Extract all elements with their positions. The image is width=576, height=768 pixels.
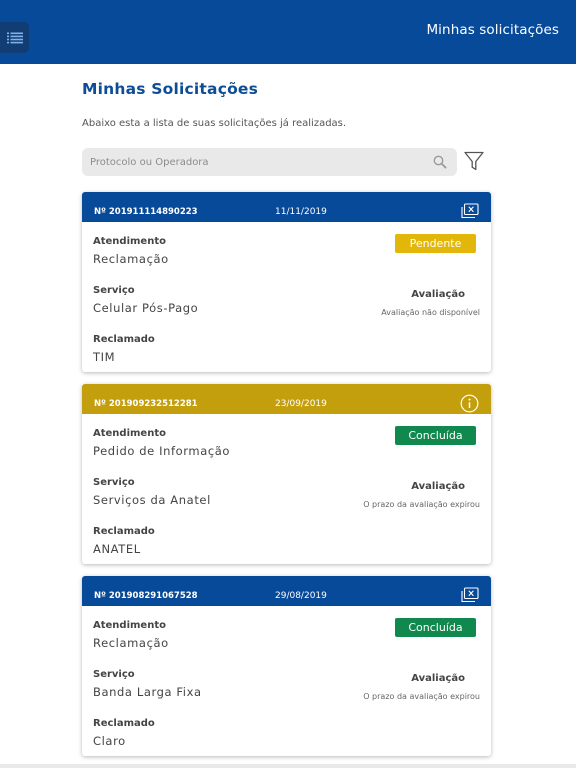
request-card[interactable] <box>82 192 491 372</box>
list-menu-icon <box>7 32 23 44</box>
search-bar <box>82 148 457 176</box>
value-atendimento: Pedido de Informação <box>93 444 231 458</box>
app-title: Minhas solicitações <box>426 22 559 38</box>
label-reclamado: Reclamado <box>93 334 155 345</box>
label-reclamado: Reclamado <box>93 718 155 729</box>
request-date: 11/11/2019 <box>275 207 327 217</box>
page-subtitle: Abaixo esta a lista de suas solicitações já realizadas. <box>82 118 347 129</box>
value-atendimento: Reclamação <box>93 252 169 266</box>
card-header <box>82 192 491 222</box>
cancel-ticket-icon[interactable] <box>461 203 479 219</box>
label-atendimento: Atendimento <box>93 428 166 439</box>
value-reclamado: TIM <box>93 350 116 364</box>
label-servico: Serviço <box>93 669 135 680</box>
label-reclamado: Reclamado <box>93 526 155 537</box>
cancel-ticket-icon[interactable] <box>461 587 479 603</box>
protocol-number: Nº 201911114890223 <box>94 207 198 217</box>
label-atendimento: Atendimento <box>93 620 166 631</box>
filter-icon[interactable] <box>464 151 484 171</box>
label-avaliacao: Avaliação <box>411 673 465 684</box>
value-servico: Serviços da Anatel <box>93 493 211 507</box>
value-avaliacao: Avaliação não disponível <box>381 308 480 317</box>
status-badge: Concluída <box>395 618 476 637</box>
value-servico: Banda Larga Fixa <box>93 685 202 699</box>
info-icon[interactable] <box>460 394 479 413</box>
request-date: 23/09/2019 <box>275 399 327 409</box>
status-badge: Pendente <box>395 234 476 253</box>
menu-button[interactable] <box>0 22 29 53</box>
value-reclamado: Claro <box>93 734 126 748</box>
card-header <box>82 576 491 606</box>
page-title: Minhas Solicitações <box>82 80 259 98</box>
label-avaliacao: Avaliação <box>411 481 465 492</box>
app-header <box>0 0 576 64</box>
value-reclamado: ANATEL <box>93 542 141 556</box>
request-card[interactable] <box>82 576 491 756</box>
request-date: 29/08/2019 <box>275 591 327 601</box>
label-servico: Serviço <box>93 477 135 488</box>
value-servico: Celular Pós-Pago <box>93 301 199 315</box>
label-avaliacao: Avaliação <box>411 289 465 300</box>
protocol-number: Nº 201909232512281 <box>94 399 198 409</box>
search-icon[interactable] <box>433 155 447 169</box>
value-avaliacao: O prazo da avaliação expirou <box>363 692 480 701</box>
bottom-divider <box>0 764 576 768</box>
card-header <box>82 384 491 414</box>
value-avaliacao: O prazo da avaliação expirou <box>363 500 480 509</box>
search-input[interactable] <box>82 148 427 176</box>
label-atendimento: Atendimento <box>93 236 166 247</box>
value-atendimento: Reclamação <box>93 636 169 650</box>
status-badge: Concluída <box>395 426 476 445</box>
protocol-number: Nº 201908291067528 <box>94 591 198 601</box>
label-servico: Serviço <box>93 285 135 296</box>
request-card[interactable] <box>82 384 491 564</box>
